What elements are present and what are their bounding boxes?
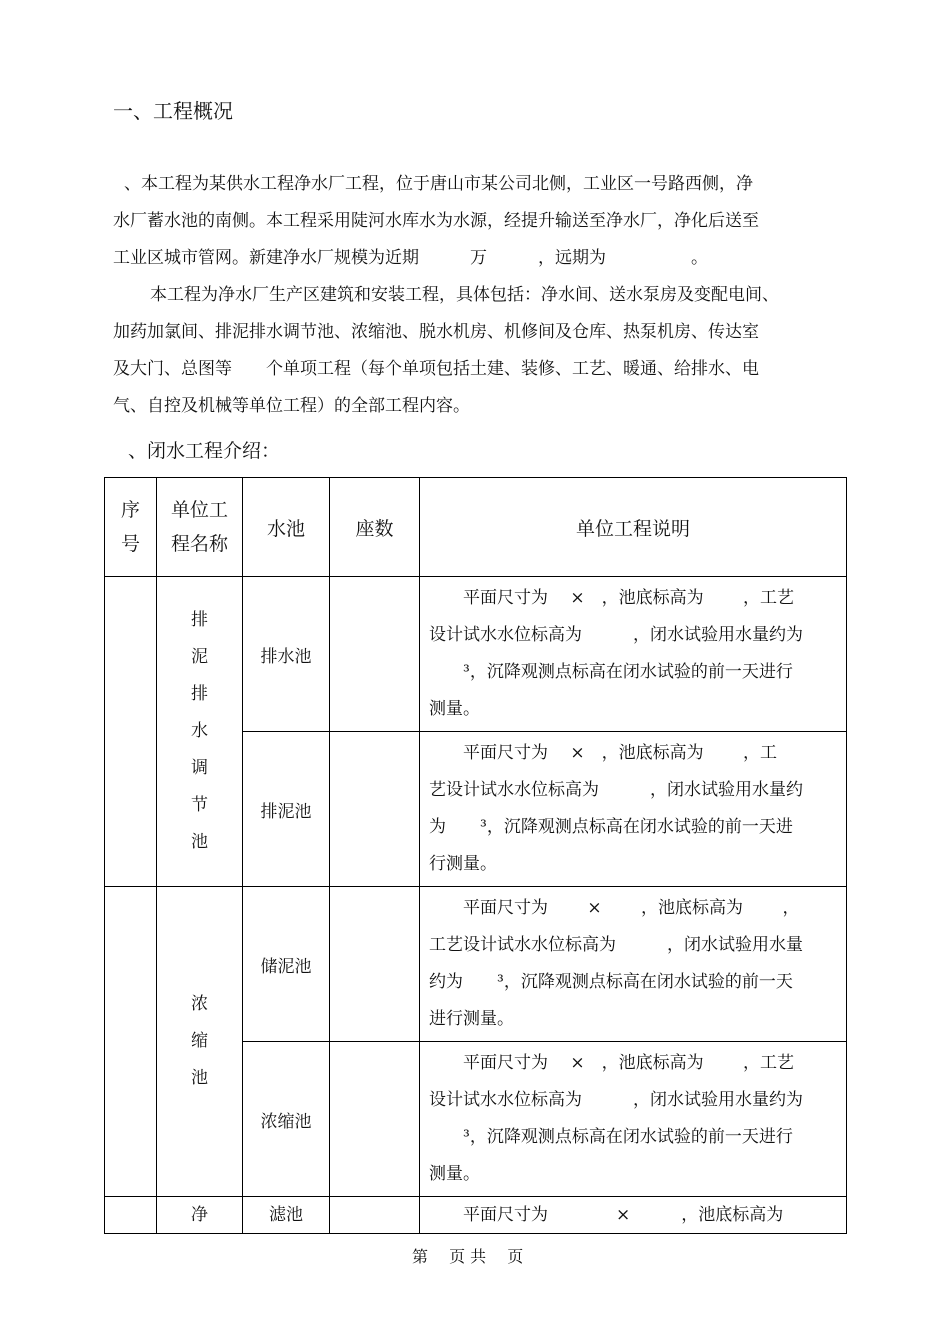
table-row xyxy=(105,577,847,732)
pool-cell: 排泥池 xyxy=(243,732,330,887)
unit-name-cell: 净 xyxy=(157,1197,243,1234)
paragraph-2-line-2: 加药加氯间、排泥排水调节池、浓缩池、脱水机房、机修间及仓库、热泵机房、传达室 xyxy=(113,322,759,342)
description-cell: 平面尺寸为 × ，池底标高为 ，工艺 设计试水水位标高为 ，闭水试验用水量约为 ³，沉降观测点标高在闭水试验的前一天进行 测量。 xyxy=(420,577,847,732)
table-row xyxy=(105,887,847,1042)
table-header-row xyxy=(105,478,847,577)
count-cell xyxy=(330,577,420,732)
paragraph-1-line-1: 、本工程为某供水工程净水厂工程，位于唐山市某公司北侧，工业区一号路西侧，净 xyxy=(124,174,753,194)
seq-cell xyxy=(105,577,157,887)
description-cell: 平面尺寸为 × ，池底标高为 xyxy=(420,1197,847,1234)
header-seq: 序 号 xyxy=(105,478,157,577)
description-cell: 平面尺寸为 × ，池底标高为 ，工 艺设计试水水位标高为 ，闭水试验用水量约 为 ³，沉降观测点标高在闭水试验的前一天进 行测量。 xyxy=(420,732,847,887)
closed-water-table xyxy=(104,477,847,1234)
paragraph-1-line-3: 工业区城市管网。新建净水厂规模为近期 万 ，远期为 。 xyxy=(113,248,708,268)
unit-name-cell: 排 泥 排 水 调 节 池 xyxy=(157,577,243,887)
count-cell xyxy=(330,887,420,1042)
page-footer: 第 页 共 页 xyxy=(412,1247,524,1266)
header-description: 单位工程说明 xyxy=(420,478,847,577)
pool-cell: 储泥池 xyxy=(243,887,330,1042)
pool-cell: 滤池 xyxy=(243,1197,330,1234)
header-count: 座数 xyxy=(330,478,420,577)
count-cell xyxy=(330,1197,420,1234)
seq-cell xyxy=(105,887,157,1197)
section-heading-closed-water: 、闭水工程介绍： xyxy=(128,440,281,462)
pool-cell: 浓缩池 xyxy=(243,1042,330,1197)
paragraph-2-line-3: 及大门、总图等 个单项工程（每个单项包括土建、装修、工艺、暖通、给排水、电 xyxy=(113,359,759,379)
count-cell xyxy=(330,1042,420,1197)
section-heading-overview: 一、工程概况 xyxy=(113,99,233,123)
pool-cell: 排水池 xyxy=(243,577,330,732)
count-cell xyxy=(330,732,420,887)
header-pool: 水池 xyxy=(243,478,330,577)
seq-cell xyxy=(105,1197,157,1234)
paragraph-2-line-4: 气、自控及机械等单位工程）的全部工程内容。 xyxy=(113,396,470,416)
paragraph-1-line-2: 水厂蓄水池的南侧。本工程采用陡河水库水为水源，经提升输送至净水厂，净化后送至 xyxy=(113,211,759,231)
description-cell: 平面尺寸为 × ，池底标高为 ，工艺 设计试水水位标高为 ，闭水试验用水量约为 ³，沉降观测点标高在闭水试验的前一天进行 测量。 xyxy=(420,1042,847,1197)
header-unit-name: 单位工 程名称 xyxy=(157,478,243,577)
paragraph-2-line-1: 本工程为净水厂生产区建筑和安装工程，具体包括：净水间、送水泵房及变配电间、 xyxy=(150,285,779,305)
description-cell: 平面尺寸为 × ，池底标高为 ， 工艺设计试水水位标高为 ，闭水试验用水量 约为 ³，沉降观测点标高在闭水试验的前一天 进行测量。 xyxy=(420,887,847,1042)
table-row xyxy=(105,1197,847,1234)
unit-name-cell: 浓 缩 池 xyxy=(157,887,243,1197)
